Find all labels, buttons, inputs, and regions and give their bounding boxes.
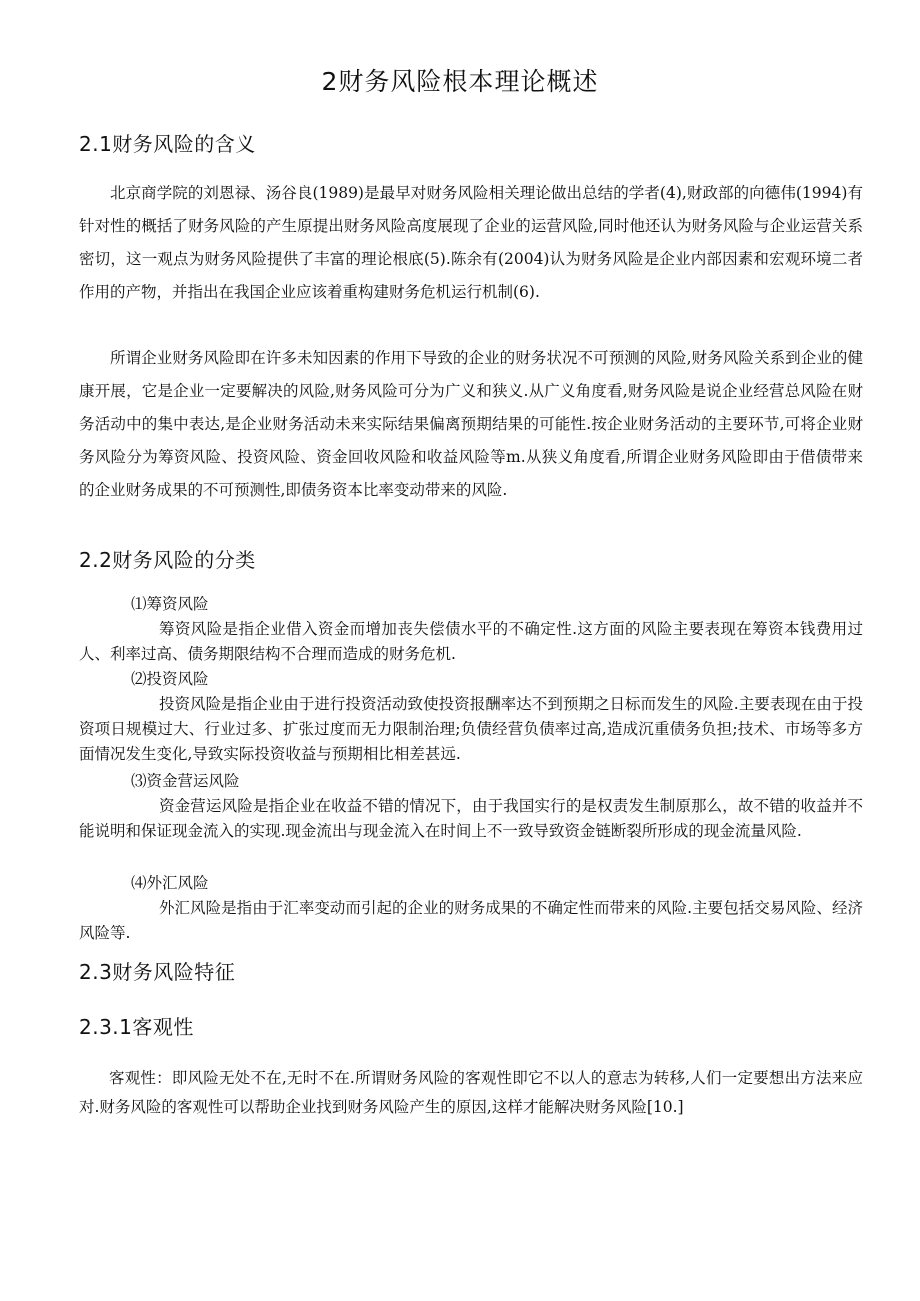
item-body-operating-capital-risk: 资金营运风险是指企业在收益不错的情况下，由于我国实行的是权责发生制原那么，故不错的收益并不能说明和保证现金流入的实现.现金流出与现金流入在时间上不一致导致资金链断裂所形成的现金流量风险. [79,797,863,840]
page-title: 2财务风险根本理论概述 [321,67,599,96]
section-heading-2-1: 2.1财务风险的含义 [79,132,256,156]
item-body-forex-risk: 外汇风险是指由于汇率变动而引起的企业的财务成果的不确定性而带来的风险.主要包括交易风险、经济风险等. [79,899,863,942]
section-2-1-paragraph-1: 北京商学院的刘恩禄、汤谷良(1989)是最早对财务风险相关理论做出总结的学者(4),财政部的向德伟(1994)有针对性的概括了财务风险的产生原提出财务风险高度展现了企业的运营风险,同时他还认为财务风险与企业运营关系密切，这一观点为财务风险提供了丰富的理论根底(5).陈余有(2004)认为财务风险是企业内部因素和宏观环境二者作用的产物，并指出在我国企业应该着重构建财务危机运行机制(6). [79,184,863,301]
section-heading-2-2: 2.2财务风险的分类 [79,548,256,572]
item-label-forex-risk: ⑷外汇风险 [131,874,209,892]
section-heading-2-3: 2.3财务风险特征 [79,960,236,984]
item-body-investment-risk: 投资风险是指企业由于进行投资活动致使投资报酬率达不到预期之日标而发生的风险.主要表现在由于投资项日规模过大、行业过多、扩张过度而无力限制治理;负债经营负债率过高,造成沉重债务负担;技术、市场等多方面情况发生变化,导致实际投资收益与预期相比相差甚远. [79,695,863,763]
section-heading-2-3-1: 2.3.1客观性 [79,1015,194,1039]
item-body-financing-risk: 筹资风险是指企业借入资金而增加丧失偿债水平的不确定性.这方面的风险主要表现在筹资本钱费用过人、利率过高、债务期限结构不合理而造成的财务危机. [79,620,863,663]
item-label-investment-risk: ⑵投资风险 [131,670,209,688]
section-2-1-paragraph-2: 所谓企业财务风险即在许多未知因素的作用下导致的企业的财务状况不可预测的风险,财务风险关系到企业的健康开展，它是企业一定要解决的风险,财务风险可分为广义和狭义.从广义角度看,财务风险是说企业经营总风险在财务活动中的集中表达,是企业财务活动未来实际结果偏离预期结果的可能性.按企业财务活动的主要环节,可将企业财务风险分为筹资风险、投资风险、资金回收风险和收益风险等m.从狭义角度看,所谓企业财务风险即由于借债带来的企业财务成果的不可预测性,即债务资本比率变动带来的风险. [79,349,863,499]
section-2-3-1-paragraph: 客观性：即风险无处不在,无时不在.所谓财务风险的客观性即它不以人的意志为转移,人们一定要想出方法来应对.财务风险的客观性可以帮助企业找到财务风险产生的原因,这样才能解决财务风险[10.] [79,1069,863,1116]
item-label-financing-risk: ⑴筹资风险 [131,595,209,613]
item-label-operating-capital-risk: ⑶资金营运风险 [131,772,240,790]
